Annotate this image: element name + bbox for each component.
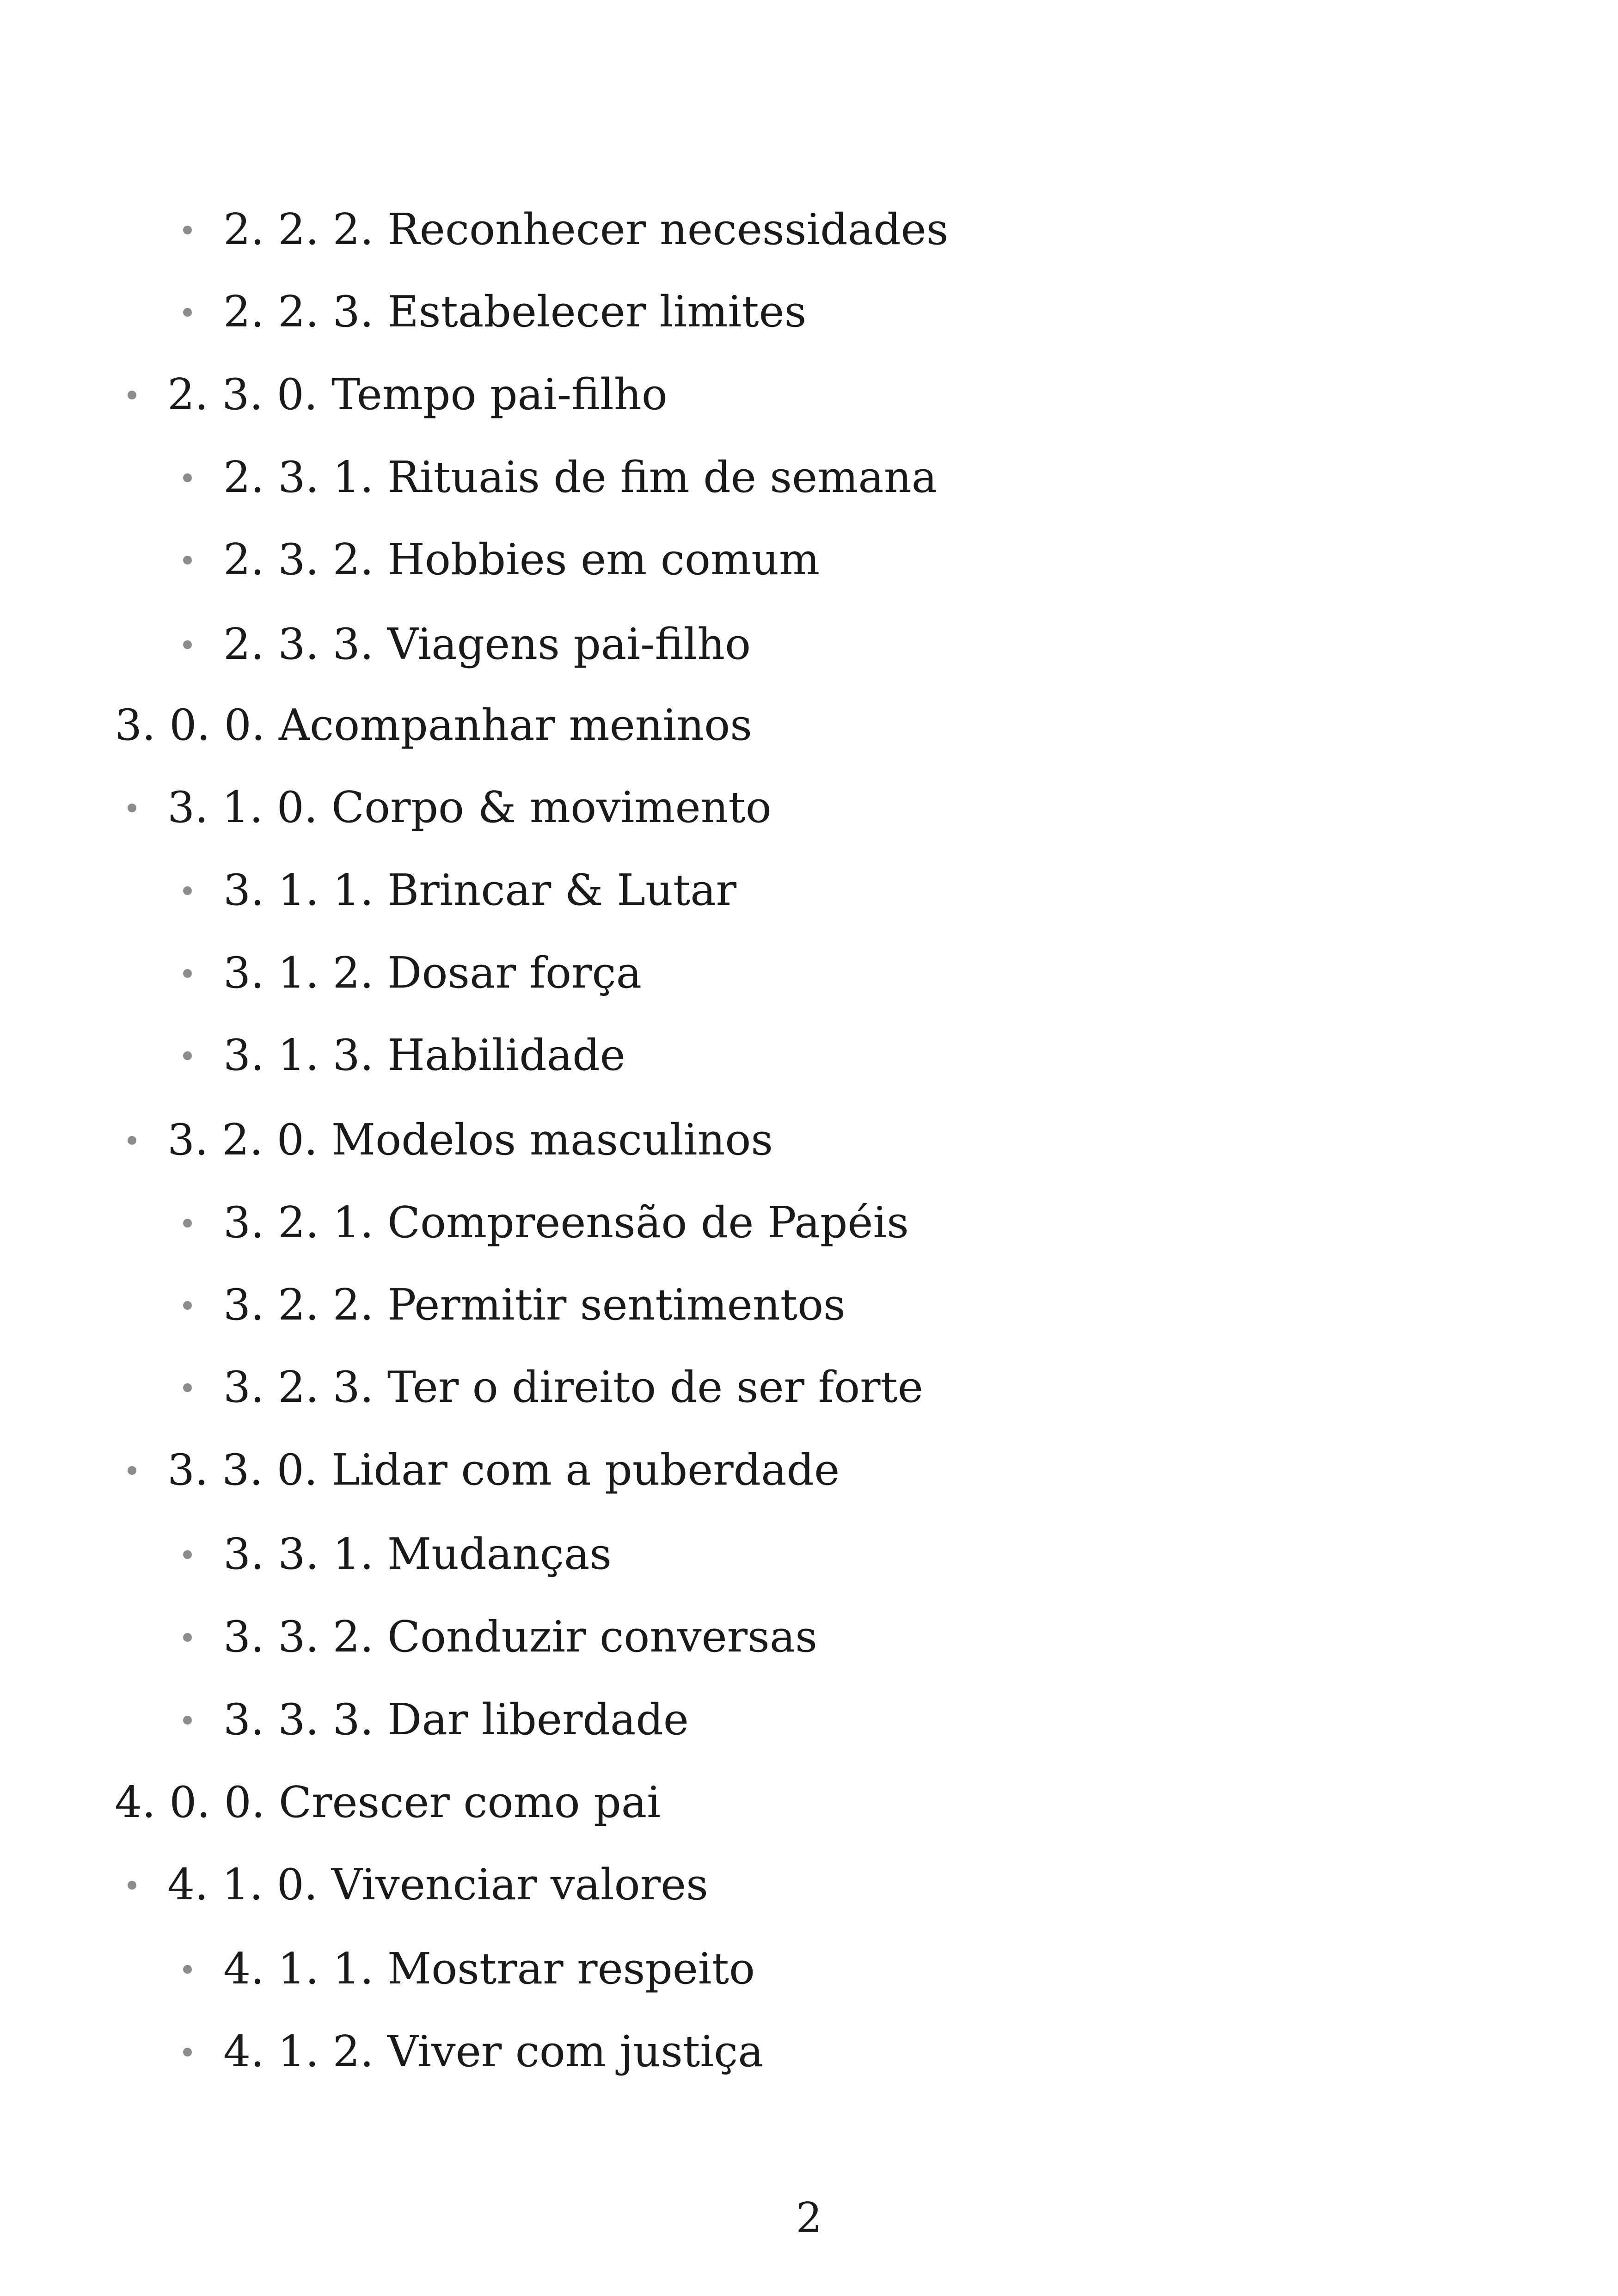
toc-entry-label: 3. 2. 1. Compreensão de Papéis xyxy=(223,1197,909,1247)
bullet-icon xyxy=(183,1051,192,1060)
toc-entry-label: 3. 3. 2. Conduzir conversas xyxy=(223,1612,818,1662)
toc-entry xyxy=(183,865,737,915)
toc-entry xyxy=(183,1612,818,1662)
bullet-icon xyxy=(128,1136,136,1145)
bullet-icon xyxy=(183,969,192,978)
toc-entry-label: 4. 0. 0. Crescer como pai xyxy=(115,1777,661,1827)
toc-entry xyxy=(183,1362,923,1412)
bullet-icon xyxy=(183,2048,192,2057)
toc-entry-label: 2. 3. 2. Hobbies em comum xyxy=(223,534,820,584)
toc-entry xyxy=(128,782,772,832)
toc-entry-label: 3. 3. 3. Dar liberdade xyxy=(223,1694,689,1744)
toc-entry xyxy=(183,1280,846,1330)
bullet-icon xyxy=(128,804,136,812)
bullet-icon xyxy=(128,391,136,399)
bullet-icon xyxy=(183,473,192,482)
bullet-icon xyxy=(183,886,192,895)
toc-entry xyxy=(183,1694,689,1744)
toc-entry-label: 3. 3. 0. Lidar com a puberdade xyxy=(167,1445,840,1495)
bullet-icon xyxy=(183,1301,192,1310)
toc-entry xyxy=(128,1115,773,1165)
bullet-icon xyxy=(128,1881,136,1890)
toc-entry-label: 4. 1. 0. Vivenciar valores xyxy=(167,1860,708,1909)
toc-entry xyxy=(183,1030,625,1080)
toc-entry-label: 4. 1. 1. Mostrar respeito xyxy=(223,1944,755,1994)
toc-entry xyxy=(183,1197,909,1247)
toc-entry xyxy=(183,1944,755,1994)
toc-entry-label: 3. 2. 3. Ter o direito de ser forte xyxy=(223,1362,923,1412)
bullet-icon xyxy=(183,1383,192,1392)
toc-entry xyxy=(183,452,938,502)
toc-entry-label: 2. 2. 2. Reconhecer necessidades xyxy=(223,204,949,254)
bullet-icon xyxy=(183,308,192,317)
bullet-icon xyxy=(128,1466,136,1475)
toc-entry-label: 2. 2. 3. Estabelecer limites xyxy=(223,287,807,337)
page-number: 2 xyxy=(796,2194,822,2242)
toc-entry xyxy=(183,948,642,998)
toc-entry xyxy=(183,534,820,584)
toc-entry xyxy=(128,1445,840,1495)
bullet-icon xyxy=(183,556,192,565)
toc-entry-label: 3. 2. 2. Permitir sentimentos xyxy=(223,1280,846,1330)
bullet-icon xyxy=(183,226,192,234)
bullet-icon xyxy=(183,1633,192,1642)
toc-entry xyxy=(183,287,807,337)
bullet-icon xyxy=(183,1716,192,1725)
toc-entry-label: 3. 1. 0. Corpo & movimento xyxy=(167,782,772,832)
bullet-icon xyxy=(183,1219,192,1228)
toc-entry-label: 3. 0. 0. Acompanhar meninos xyxy=(115,700,753,750)
toc-entry xyxy=(183,204,949,254)
toc-entry xyxy=(128,1860,708,1909)
toc-entry-label: 3. 1. 1. Brincar & Lutar xyxy=(223,865,737,915)
toc-entry xyxy=(115,700,753,750)
toc-entry xyxy=(183,1529,612,1579)
toc-entry-label: 2. 3. 0. Tempo pai-filho xyxy=(167,369,668,419)
toc-entry xyxy=(183,619,751,669)
bullet-icon xyxy=(183,1965,192,1974)
toc-entry-label: 2. 3. 1. Rituais de fim de semana xyxy=(223,452,938,502)
toc-entry-label: 3. 1. 3. Habilidade xyxy=(223,1030,625,1080)
toc-entry xyxy=(115,1777,661,1827)
toc-entry-label: 3. 3. 1. Mudanças xyxy=(223,1529,612,1579)
toc-entry-label: 4. 1. 2. Viver com justiça xyxy=(223,2026,764,2076)
toc-entry-label: 2. 3. 3. Viagens pai-filho xyxy=(223,619,751,669)
toc-entry-label: 3. 2. 0. Modelos masculinos xyxy=(167,1115,773,1165)
bullet-icon xyxy=(183,1550,192,1559)
bullet-icon xyxy=(183,640,192,649)
toc-entry-label: 3. 1. 2. Dosar força xyxy=(223,948,642,998)
toc-entry xyxy=(183,2026,764,2076)
toc-entry xyxy=(128,369,668,419)
